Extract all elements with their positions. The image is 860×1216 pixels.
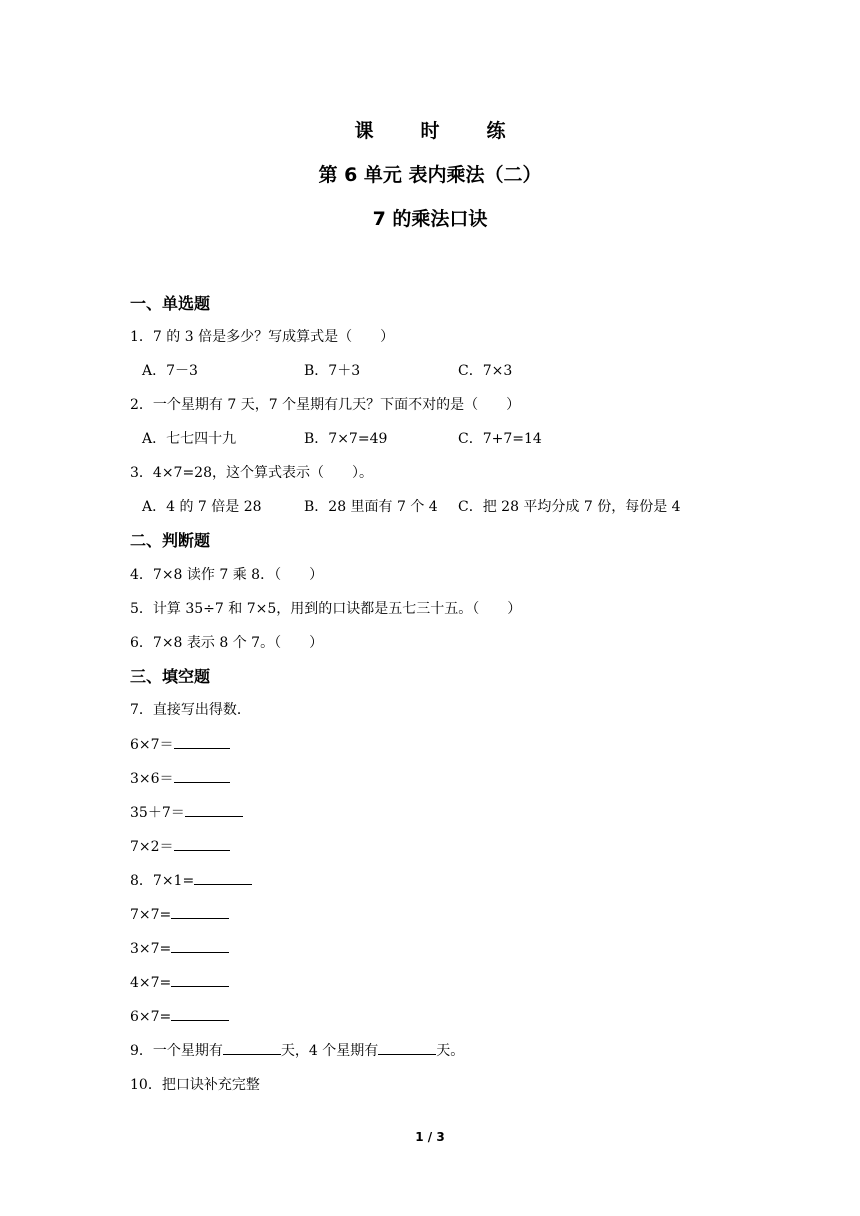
question-3-option-c[interactable]: C．把 28 平均分成 7 份，每份是 4 xyxy=(458,499,681,515)
answer-blank[interactable] xyxy=(174,768,230,783)
q8-expression-4: 4×7= xyxy=(130,972,229,991)
question-4: 4．7×8 读作 7 乘 8．（ ） xyxy=(130,567,324,583)
question-2-options xyxy=(142,428,742,448)
question-9: 9．一个星期有 天，4 个星期有 天。 xyxy=(130,1040,464,1060)
question-3-options xyxy=(142,496,742,516)
question-1-option-b[interactable]: B．7＋3 xyxy=(304,363,361,379)
answer-blank[interactable] xyxy=(378,1040,436,1055)
answer-blank[interactable] xyxy=(174,836,230,851)
question-5: 5．计算 35÷7 和 7×5，用到的口诀都是五七三十五。（ ） xyxy=(130,601,522,617)
section-heading-fill-blank: 三、填空题 xyxy=(130,667,211,686)
question-3: 3．4×7=28，这个算式表示（ ）。 xyxy=(130,465,373,481)
question-2-option-c[interactable]: C．7+7=14 xyxy=(458,431,542,447)
question-1-option-a[interactable]: A．7－3 xyxy=(142,363,198,379)
question-3-option-a[interactable]: A．4 的 7 倍是 28 xyxy=(142,499,262,515)
page-title: 课 时 练 xyxy=(354,120,520,142)
answer-blank[interactable] xyxy=(171,904,229,919)
question-1-option-c[interactable]: C．7×3 xyxy=(458,363,513,379)
answer-blank[interactable] xyxy=(171,972,229,987)
question-3-option-b[interactable]: B．28 里面有 7 个 4 xyxy=(304,499,438,515)
question-8: 8．7×1= xyxy=(130,870,252,890)
answer-blank[interactable] xyxy=(171,938,229,953)
q7-expression-4: 7×2＝ xyxy=(130,836,230,856)
question-1-options xyxy=(142,360,742,380)
question-2-option-b[interactable]: B．7×7=49 xyxy=(304,431,388,447)
question-6: 6．7×8 表示 8 个 7。（ ） xyxy=(130,635,324,651)
answer-blank[interactable] xyxy=(223,1040,281,1055)
q8-expression-3: 3×7= xyxy=(130,938,229,957)
unit-title: 第 6 单元 表内乘法（二） xyxy=(318,164,542,186)
question-7: 7．直接写出得数． xyxy=(130,702,251,718)
question-2: 2．一个星期有 7 天，7 个星期有几天？下面不对的是（ ） xyxy=(130,397,521,413)
question-1: 1．7 的 3 倍是多少？写成算式是（ ） xyxy=(130,329,395,345)
section-heading-true-false: 二、判断题 xyxy=(130,531,211,550)
answer-blank[interactable] xyxy=(194,870,252,885)
q7-expression-3: 35＋7＝ xyxy=(130,802,243,822)
answer-blank[interactable] xyxy=(185,802,243,817)
q7-expression-1: 6×7＝ xyxy=(130,734,230,754)
answer-blank[interactable] xyxy=(174,734,230,749)
question-10: 10．把口诀补充完整 xyxy=(130,1077,260,1093)
section-heading-single-choice: 一、单选题 xyxy=(130,294,211,313)
question-2-option-a[interactable]: A．七七四十九 xyxy=(142,431,237,447)
answer-blank[interactable] xyxy=(171,1006,229,1021)
lesson-title: 7 的乘法口诀 xyxy=(372,208,488,230)
q8-expression-2: 7×7= xyxy=(130,904,229,923)
q8-expression-5: 6×7= xyxy=(130,1006,229,1025)
q7-expression-2: 3×6＝ xyxy=(130,768,230,788)
page-number: 1 / 3 xyxy=(415,1130,445,1144)
